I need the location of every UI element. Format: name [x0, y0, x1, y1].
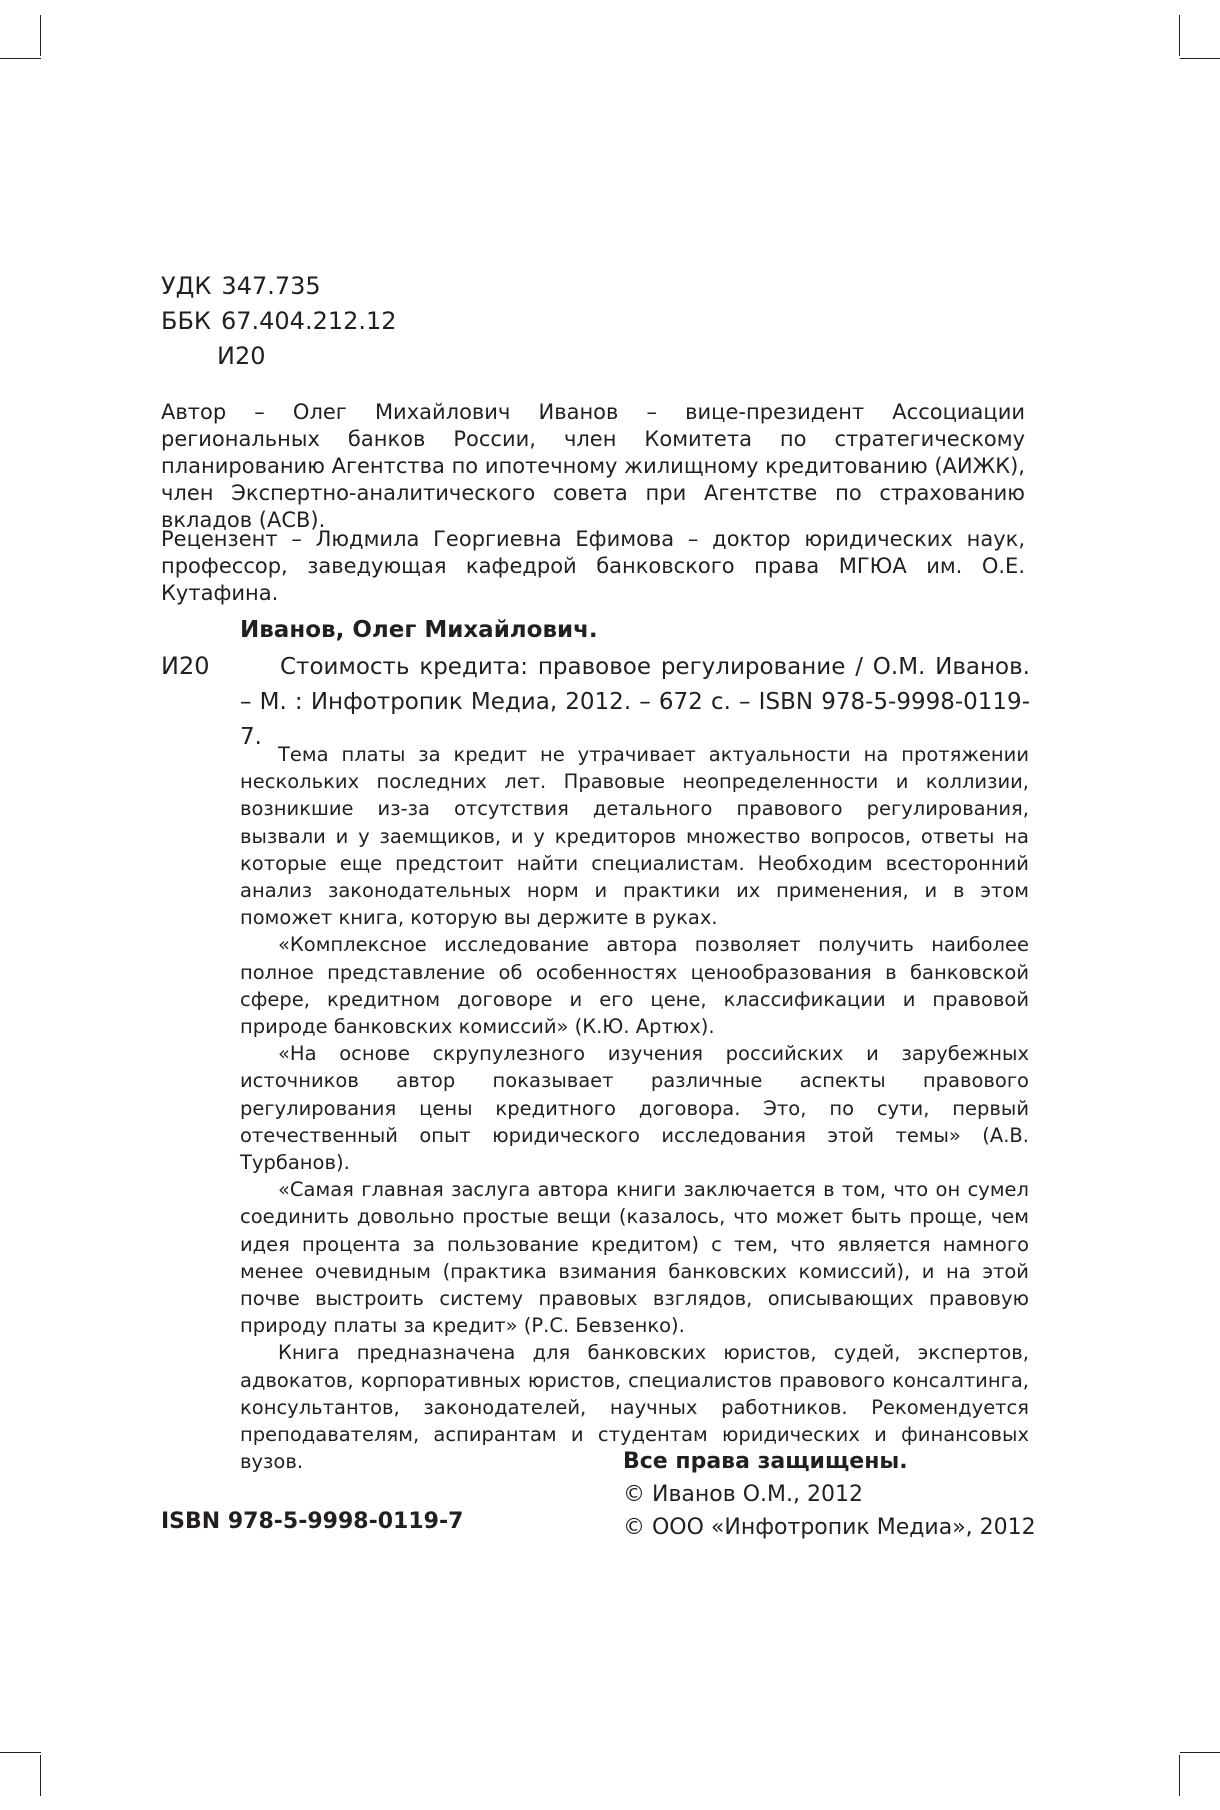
bbk-line: [161, 304, 397, 339]
card-index: И20: [161, 652, 210, 680]
reviewer-note: Рецензент – Людмила Георгиевна Ефимова – доктор юридических наук, профессор, заведующая кафедрой банковского права МГЮА им. О.Е. Кутафина.: [161, 527, 1025, 605]
author-index: И20: [217, 342, 266, 370]
crop-mark-bottom-right-h: [1180, 1752, 1220, 1753]
crop-mark-top-right: [1179, 15, 1180, 56]
annotation-paragraph: «Комплексное исследование автора позволяет получить наиболее полное представление об особенностях ценообразования в банковской сфере, кредитном договоре и его цене, классификации и правовой природе банковских комиссий» (К.Ю. Артюх).: [240, 933, 1029, 1039]
crop-mark-bottom-left-h: [0, 1752, 41, 1753]
card-title: Стоимость кредита: правовое регулирование / О.М. Иванов. – М. : Инфотропик Медиа, 2012. – 672 с. – ISBN 978-5-9998-0119-7.: [240, 654, 1030, 750]
classification-codes: [161, 269, 397, 374]
annotation-paragraph: Тема платы за кредит не утрачивает актуальности на протяжении нескольких последних лет. Правовые неопределенности и коллизии, возникшие из-за отсутствия детального правового регулирования, вызвали и у заемщиков, и у кредиторов множество вопросов, ответы на которые еще предстоит найти специалистам. Необходим всесторонний анализ законодательных норм и практики их применения, и в этом поможет книга, которую вы держите в руках.: [240, 743, 1029, 930]
copyright-publisher: © ООО «Инфотропик Медиа», 2012: [623, 1515, 1036, 1540]
annotation: [240, 741, 1029, 1475]
crop-mark-bottom-left: [40, 1755, 41, 1796]
copyright-author: © Иванов О.М., 2012: [623, 1482, 863, 1507]
crop-mark-top-right-h: [1180, 58, 1220, 59]
crop-mark-top-left-h: [0, 58, 41, 59]
annotation-paragraph: «На основе скрупулезного изучения российских и зарубежных источников автор показывает различные аспекты правового регулирования цены кредитного договора. Это, по сути, первый отечественный опыт юридического исследования этой темы» (А.В. Турбанов).: [240, 1042, 1029, 1175]
card-author: Иванов, Олег Михайлович.: [240, 617, 598, 643]
bbk-label: ББК: [161, 307, 211, 335]
udk-value: 347.735: [221, 272, 321, 300]
bbk-value: 67.404.212.12: [220, 307, 397, 335]
crop-mark-top-left: [40, 15, 41, 56]
rights-title: Все права защищены.: [623, 1449, 908, 1474]
isbn: ISBN 978-5-9998-0119-7: [161, 1509, 464, 1534]
udk-line: [161, 269, 397, 304]
udk-label: УДК: [161, 272, 212, 300]
rights-block: [623, 1445, 1036, 1544]
author-note: Автор – Олег Михайлович Иванов – вице-президент Ассоциации региональных банков России, член Комитета по стратегическому планированию Агентства по ипотечному жилищному кредитованию (АИЖК), член Экспертно-аналитического совета при Агентстве по страхованию вкладов (АСВ).: [161, 400, 1025, 532]
crop-mark-bottom-right: [1179, 1755, 1180, 1796]
annotation-paragraph: «Самая главная заслуга автора книги заключается в том, что он сумел соединить довольно простые вещи (казалось, что может быть проще, чем идея процента за пользование кредитом) с тем, что является намного менее очевидным (практика взимания банковских комиссий), и на этой почве выстроить систему правовых взглядов, описывающих правовую природу платы за кредит» (Р.С. Бевзенко).: [240, 1178, 1029, 1338]
annotation-paragraph: Книга предназначена для банковских юристов, судей, экспертов, адвокатов, корпоративных юристов, специалистов правового консалтинга, консультантов, законодателей, научных работников. Рекомендуется преподавателям, аспирантам и студентам юридических и финансовых вузов.: [240, 1341, 1029, 1474]
